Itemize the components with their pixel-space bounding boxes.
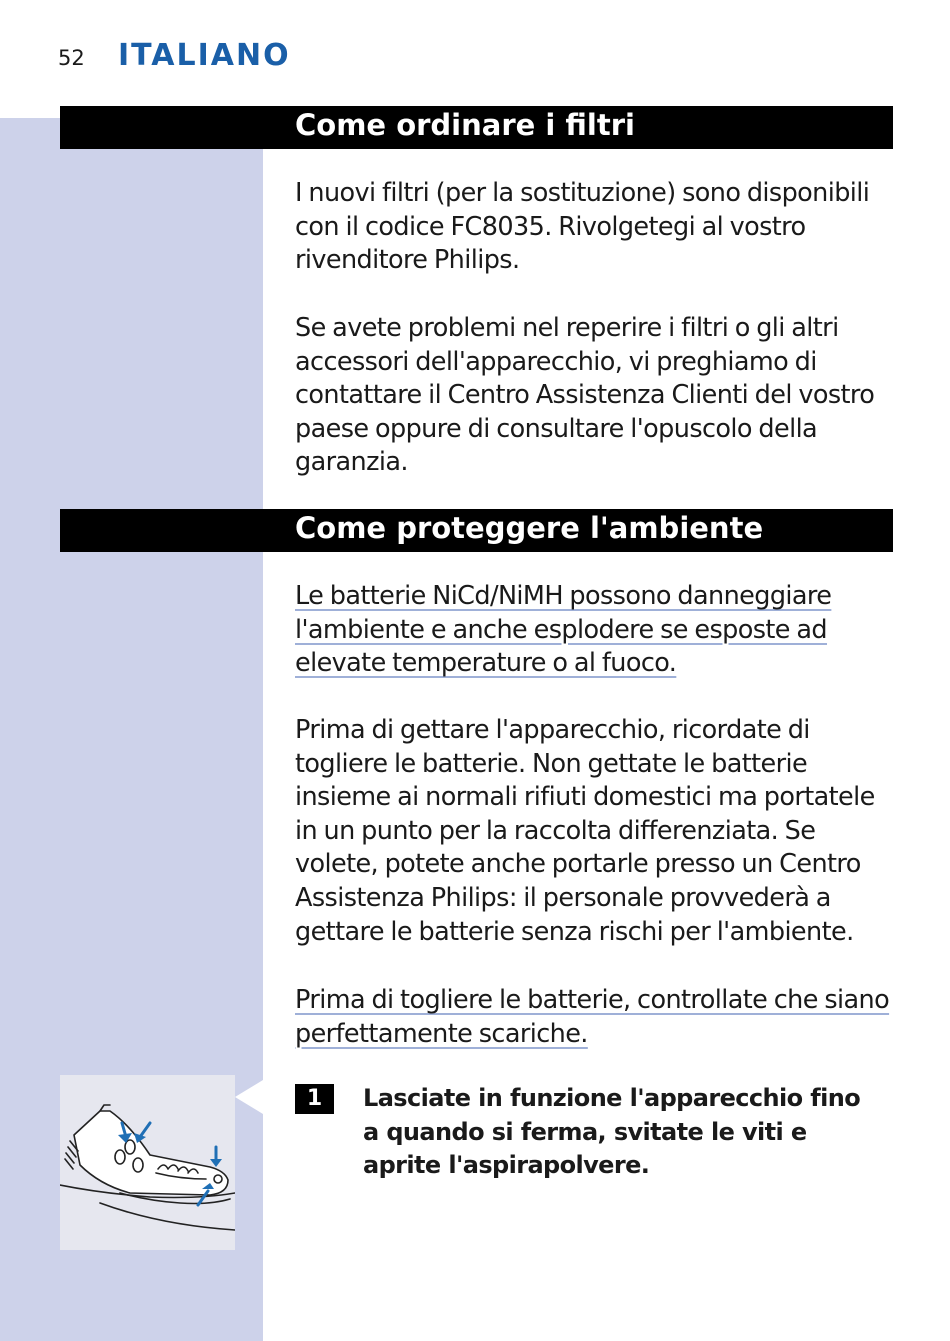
illustration-pointer [235,1080,263,1114]
paragraph: Prima di gettare l'apparecchio, ricordate di togliere le batterie. Non gettate le batterie insieme ai normali rifiuti domestici ma portatele in un punto per la raccolta differenziata. Se volete, potete anche portarle presso un Centro Assistenza Philips: il personale provvederà a gettare le batterie senza rischi per l'ambiente. [295,715,875,947]
illustration-box [60,1075,235,1250]
page-number: 52 [58,46,85,70]
section-title: Come proteggere l'ambiente [295,511,764,545]
step-number-badge: 1 [295,1084,334,1114]
paragraph: I nuovi filtri (per la sostituzione) sono disponibili con il codice FC8035. Rivolgetegi al vostro rivenditore Philips. [295,178,870,276]
vacuum-open-screws-icon [60,1075,235,1250]
section-title: Come ordinare i filtri [295,108,635,142]
paragraph-note: Prima di togliere le batterie, controllate che siano perfettamente scariche. [295,985,890,1049]
language-title: ITALIANO [118,38,291,73]
paragraph: Se avete problemi nel reperire i filtri o gli altri accessori dell'apparecchio, vi preghiamo di contattare il Centro Assistenza Clienti del vostro paese oppure di consultare l'opuscolo della garanzia. [295,313,875,478]
paragraph-warning: Le batterie NiCd/NiMH possono danneggiare l'ambiente e anche esplodere se esposte ad elevate temperature o al fuoco. [295,581,832,679]
section-heading-bar [60,106,893,149]
step-text: Lasciate in funzione l'apparecchio fino a quando si ferma, svitate le viti e aprite l'aspirapolvere. [363,1084,861,1180]
section-heading-bar [60,509,893,552]
